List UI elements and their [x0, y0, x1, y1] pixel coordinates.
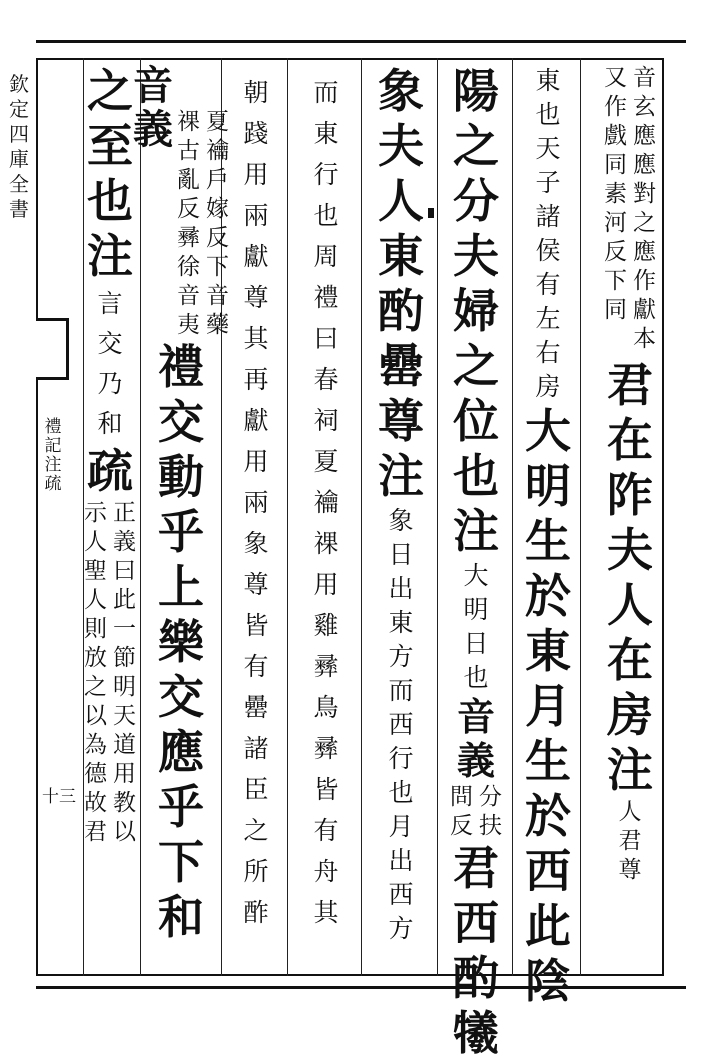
- glyph: 禮: [158, 340, 204, 394]
- glyph: 此: [113, 587, 136, 613]
- glyph: 之: [453, 119, 499, 173]
- glyph: 反: [206, 225, 229, 251]
- glyph: 其: [243, 324, 269, 353]
- glyph: 下: [158, 835, 204, 889]
- glyph: 四: [9, 122, 29, 146]
- glyph: 人: [607, 578, 653, 632]
- glyph: 君: [453, 841, 499, 895]
- glyph: 生: [525, 514, 571, 568]
- glyph: 人: [618, 799, 642, 825]
- glyph: 婦: [453, 284, 499, 338]
- glyph: 古: [177, 138, 200, 164]
- note-text: [388, 504, 413, 946]
- annotation-right: [633, 64, 656, 354]
- glyph: 嫁: [206, 196, 229, 222]
- glyph: 之: [87, 64, 133, 118]
- glyph: 明: [113, 674, 136, 700]
- glyph: 在: [607, 413, 653, 467]
- glyph: 全: [9, 172, 29, 196]
- glyph: 曰: [113, 558, 136, 584]
- annotation-pair: [450, 783, 502, 841]
- glyph: 之: [243, 816, 269, 845]
- glyph: 乎: [158, 780, 204, 834]
- glyph: 象: [388, 506, 414, 535]
- glyph: 交: [158, 670, 204, 724]
- glyph: 而: [313, 78, 339, 107]
- glyph: 鳥: [313, 693, 339, 722]
- glyph: 出: [388, 574, 414, 603]
- glyph: 義: [113, 529, 136, 555]
- glyph: 夏: [206, 109, 229, 135]
- annotation-left: [177, 108, 200, 340]
- glyph: 獻: [633, 297, 656, 323]
- note-text: [97, 284, 122, 444]
- note-group: [133, 64, 229, 340]
- glyph: 義: [456, 738, 495, 783]
- glyph: 其: [313, 898, 339, 927]
- glyph: 禮: [313, 283, 339, 312]
- glyph: 行: [313, 160, 339, 189]
- glyph: 注: [378, 449, 424, 503]
- glyph: 而: [388, 676, 414, 705]
- glyph: 禮: [44, 417, 62, 437]
- glyph: 分: [453, 174, 499, 228]
- annotation-right: [206, 108, 229, 340]
- glyph: 子: [535, 168, 561, 197]
- glyph: 有: [535, 270, 561, 299]
- main-text: [87, 444, 133, 499]
- glyph: 於: [525, 789, 571, 843]
- glyph: 大: [525, 404, 571, 458]
- glyph: 之: [84, 674, 107, 700]
- glyph: 下: [206, 254, 229, 280]
- glyph: 彞: [313, 652, 339, 681]
- glyph: 至: [87, 119, 133, 173]
- column-rule: [437, 58, 438, 976]
- main-text: [378, 64, 424, 504]
- glyph: 節: [113, 645, 136, 671]
- glyph: 和: [97, 409, 123, 438]
- glyph: 祼: [313, 529, 339, 558]
- note-text: [619, 798, 642, 885]
- glyph: 生: [525, 734, 571, 788]
- glyph: 音: [177, 283, 200, 309]
- glyph: 雞: [313, 611, 339, 640]
- glyph: 也: [463, 663, 489, 692]
- glyph: 獻: [243, 242, 269, 271]
- main-text: [158, 340, 204, 945]
- collection-title: [6, 72, 32, 222]
- glyph: 人: [84, 587, 107, 613]
- main-text: [453, 841, 499, 1061]
- glyph: 人: [378, 174, 424, 228]
- glyph: 西: [388, 880, 414, 909]
- glyph: 也: [388, 778, 414, 807]
- glyph: 戶: [206, 167, 229, 193]
- glyph: 陰: [525, 954, 571, 1008]
- glyph: 行: [388, 744, 414, 773]
- glyph: 扶: [479, 813, 502, 839]
- glyph: 也: [313, 201, 339, 230]
- glyph: 則: [84, 616, 107, 642]
- glyph: 音: [633, 65, 656, 91]
- glyph: 尊: [378, 394, 424, 448]
- annotation-right: [479, 783, 502, 841]
- glyph: 又: [604, 65, 627, 91]
- glyph: 所: [243, 857, 269, 886]
- glyph: 下: [604, 268, 627, 294]
- text-column-1: [590, 64, 670, 885]
- glyph: 上: [158, 560, 204, 614]
- column-rule: [580, 58, 581, 976]
- glyph: 西: [453, 896, 499, 950]
- glyph: 位: [453, 394, 499, 448]
- glyph: 音: [206, 283, 229, 309]
- text-column-5: [294, 72, 358, 933]
- glyph: 東: [313, 119, 339, 148]
- glyph: 天: [535, 134, 561, 163]
- glyph: 君: [84, 819, 107, 845]
- glyph: 河: [604, 210, 627, 236]
- glyph: 也: [535, 100, 561, 129]
- glyph: 正: [113, 500, 136, 526]
- glyph: 出: [388, 846, 414, 875]
- glyph: 諸: [243, 734, 269, 763]
- glyph: 阼: [607, 468, 653, 522]
- glyph: 音: [456, 694, 495, 739]
- glyph: 尊: [243, 283, 269, 312]
- glyph: 禴: [313, 488, 339, 517]
- glyph: 乎: [158, 505, 204, 559]
- glyph: 以: [113, 819, 136, 845]
- glyph: 明: [525, 459, 571, 513]
- glyph: 月: [525, 679, 571, 733]
- glyph: 動: [158, 450, 204, 504]
- glyph: 道: [113, 732, 136, 758]
- glyph: 聖: [84, 558, 107, 584]
- glyph: 有: [243, 652, 269, 681]
- glyph: 酢: [243, 898, 269, 927]
- glyph: 教: [113, 790, 136, 816]
- glyph: 用: [243, 447, 269, 476]
- glyph: 獻: [243, 406, 269, 435]
- glyph: 犧: [453, 1006, 499, 1060]
- glyph: 玄: [633, 94, 656, 120]
- book-title: [40, 418, 66, 494]
- annotation-left: [84, 499, 107, 847]
- text-column-6: [226, 72, 286, 933]
- glyph: 樂: [158, 615, 204, 669]
- glyph: 於: [525, 569, 571, 623]
- annotation-right: [113, 499, 136, 847]
- glyph: 書: [9, 197, 29, 221]
- note-text: [463, 559, 488, 695]
- column-rule: [287, 58, 288, 976]
- text-column-4: [368, 64, 434, 946]
- glyph: 大: [463, 561, 489, 590]
- glyph: 周: [313, 242, 339, 271]
- glyph: 為: [84, 732, 107, 758]
- glyph: 兩: [243, 201, 269, 230]
- column-rule: [512, 58, 513, 976]
- glyph: 反: [450, 813, 473, 839]
- note-text: [535, 64, 560, 370]
- glyph: 注: [607, 743, 653, 797]
- glyph: 徐: [177, 254, 200, 280]
- glyph: 之: [453, 339, 499, 393]
- glyph: 夫: [453, 229, 499, 283]
- glyph: 夷: [177, 312, 200, 338]
- glyph: 尊: [243, 570, 269, 599]
- text-column-3: [444, 64, 508, 1061]
- glyph: 日: [463, 629, 489, 658]
- glyph: 交: [158, 395, 204, 449]
- glyph: 象: [378, 64, 424, 118]
- glyph: 注: [87, 229, 133, 283]
- glyph: 罍: [378, 339, 424, 393]
- glyph: 左: [535, 304, 561, 333]
- column-rule: [361, 58, 362, 976]
- glyph: 天: [113, 703, 136, 729]
- glyph: 和: [158, 890, 204, 944]
- glyph: 彞: [313, 734, 339, 763]
- annotation-left: [604, 64, 627, 354]
- glyph: 義: [133, 106, 173, 153]
- text-column-7: [133, 62, 229, 945]
- glyph: 曰: [313, 324, 339, 353]
- glyph: 記: [44, 436, 62, 456]
- glyph: 問: [450, 784, 473, 810]
- glyph: 作: [604, 94, 627, 120]
- glyph: 皆: [243, 611, 269, 640]
- glyph: 疏: [87, 444, 133, 498]
- glyph: 尊: [618, 857, 642, 883]
- glyph: 東: [378, 229, 424, 283]
- glyph: 用: [243, 160, 269, 189]
- glyph: 有: [313, 816, 339, 845]
- glyph: 東: [388, 608, 414, 637]
- glyph: 故: [84, 790, 107, 816]
- glyph: 放: [84, 645, 107, 671]
- glyph: 應: [633, 152, 656, 178]
- glyph: 方: [388, 642, 414, 671]
- glyph: 兩: [243, 488, 269, 517]
- glyph: 示: [84, 500, 107, 526]
- main-text: [457, 695, 495, 783]
- glyph: 庫: [9, 147, 29, 171]
- annotation-left: [450, 783, 473, 841]
- glyph: 注: [453, 504, 499, 558]
- glyph: 祼: [177, 109, 200, 135]
- glyph: 藥: [206, 312, 229, 338]
- glyph: 交: [97, 329, 123, 358]
- glyph: 應: [633, 123, 656, 149]
- glyph: 侯: [535, 236, 561, 265]
- glyph: 同: [604, 152, 627, 178]
- glyph: 夫: [378, 119, 424, 173]
- glyph: 注: [44, 455, 62, 475]
- glyph: 反: [604, 239, 627, 265]
- glyph: 用: [113, 761, 136, 787]
- glyph: 右: [535, 338, 561, 367]
- text-column-2: [518, 64, 578, 1009]
- glyph: 舟: [313, 857, 339, 886]
- glyph: 西: [525, 844, 571, 898]
- glyph: 朝: [243, 78, 269, 107]
- note-text: [535, 370, 560, 404]
- glyph: 陽: [453, 64, 499, 118]
- page-number: 十三: [42, 787, 76, 807]
- glyph: 也: [87, 174, 133, 228]
- glyph: 素: [604, 181, 627, 207]
- glyph: 彞: [177, 225, 200, 251]
- glyph: 也: [453, 449, 499, 503]
- glyph: 分: [479, 784, 502, 810]
- glyph: 對: [633, 181, 656, 207]
- glyph: 日: [388, 540, 414, 569]
- main-text: [453, 64, 499, 559]
- glyph: 君: [607, 358, 653, 412]
- glyph: 夫: [607, 523, 653, 577]
- glyph: 用: [313, 570, 339, 599]
- glyph: 諸: [535, 202, 561, 231]
- glyph: 欽: [9, 72, 29, 96]
- annotation-pair: [177, 108, 229, 340]
- glyph: 禴: [206, 138, 229, 164]
- glyph: 夏: [313, 447, 339, 476]
- glyph: 再: [243, 365, 269, 394]
- glyph: 明: [463, 595, 489, 624]
- glyph: 本: [633, 326, 656, 352]
- glyph: 言: [97, 289, 123, 318]
- glyph: 罍: [243, 693, 269, 722]
- glyph: 德: [84, 761, 107, 787]
- glyph: 以: [84, 703, 107, 729]
- glyph: 皆: [313, 775, 339, 804]
- glyph: 應: [158, 725, 204, 779]
- glyph: 方: [388, 914, 414, 943]
- glyph: 象: [243, 529, 269, 558]
- glyph: 亂: [177, 167, 200, 193]
- main-text: [87, 64, 133, 284]
- glyph: 酌: [378, 284, 424, 338]
- glyph: 應: [633, 239, 656, 265]
- glyph: 東: [535, 66, 561, 95]
- glyph: 東: [525, 624, 571, 678]
- text-column-8: [80, 64, 140, 847]
- annotation-pair: [604, 64, 656, 354]
- glyph: 月: [388, 812, 414, 841]
- glyph: 房: [607, 688, 653, 742]
- glyph: 反: [177, 196, 200, 222]
- glyph: 在: [607, 633, 653, 687]
- main-text: [607, 358, 653, 798]
- glyph: 同: [604, 297, 627, 323]
- glyph: 春: [313, 365, 339, 394]
- glyph: 酌: [453, 951, 499, 1005]
- glyph: 踐: [243, 119, 269, 148]
- glyph: 君: [618, 828, 642, 854]
- main-text: [525, 404, 571, 1009]
- glyph: 作: [633, 268, 656, 294]
- annotation-pair: [84, 499, 136, 847]
- glyph: 此: [525, 899, 571, 953]
- glyph: 人: [84, 529, 107, 555]
- glyph: 戲: [604, 123, 627, 149]
- glyph: 疏: [44, 474, 62, 494]
- glyph: 西: [388, 710, 414, 739]
- glyph: 音: [133, 62, 173, 109]
- glyph: 乃: [97, 369, 123, 398]
- glyph: 祠: [313, 406, 339, 435]
- glyph: 房: [535, 372, 561, 401]
- glyph: 臣: [243, 775, 269, 804]
- glyph: 之: [633, 210, 656, 236]
- glyph: 定: [9, 97, 29, 121]
- fish-tail-mark: [36, 318, 69, 380]
- glyph: 一: [113, 616, 136, 642]
